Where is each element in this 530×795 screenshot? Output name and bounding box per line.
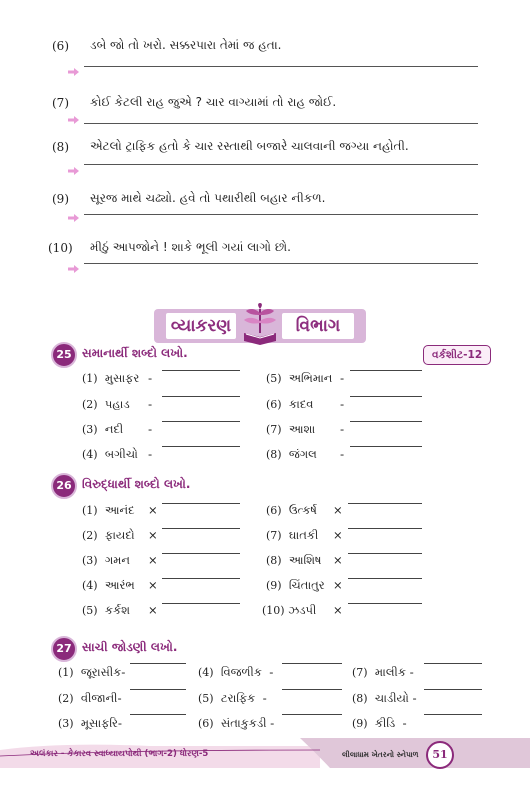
answer-blank[interactable] bbox=[424, 714, 482, 715]
dash: - bbox=[340, 371, 345, 385]
answer-blank[interactable] bbox=[130, 714, 186, 715]
answer-blank[interactable] bbox=[162, 396, 240, 397]
times-sign: × bbox=[333, 553, 343, 567]
times-sign: × bbox=[333, 503, 343, 517]
spelling-item: (7) માલીક - bbox=[352, 665, 414, 679]
sentence-text: મીઠું આપજોને ! શાકે ભૂલી ગયાં લાગો છો. bbox=[90, 240, 291, 254]
answer-line[interactable] bbox=[84, 123, 478, 124]
antonym-item: (4) આરંભ bbox=[82, 578, 135, 592]
arrow-icon bbox=[68, 214, 79, 222]
section-26-title: વિરુદ્ધાર્થી શબ્દો લખો. bbox=[82, 477, 191, 491]
section-27-badge: 27 bbox=[51, 636, 77, 662]
synonym-item: (3) નદી bbox=[82, 422, 124, 436]
answer-blank[interactable] bbox=[348, 578, 422, 579]
times-sign: × bbox=[333, 528, 343, 542]
dash: - bbox=[148, 422, 153, 436]
dash: - bbox=[148, 397, 153, 411]
times-sign: × bbox=[333, 578, 343, 592]
dash: - bbox=[148, 447, 153, 461]
answer-blank[interactable] bbox=[162, 603, 240, 604]
spelling-item: (1) જૂરાસીક- bbox=[58, 665, 126, 679]
dash: - bbox=[340, 422, 345, 436]
page-number: 51 bbox=[426, 741, 454, 769]
spelling-item: (9) કીડિ - bbox=[352, 716, 407, 730]
antonym-item: (7) ઘાતકી bbox=[266, 528, 319, 542]
answer-blank[interactable] bbox=[282, 714, 342, 715]
answer-line[interactable] bbox=[84, 164, 478, 165]
answer-blank[interactable] bbox=[348, 503, 422, 504]
synonym-item: (6) કાદવ bbox=[266, 397, 314, 411]
times-sign: × bbox=[333, 603, 343, 617]
footer-publisher: લીલાધામ ખેતરનો સ્નેપાળ bbox=[342, 750, 419, 759]
answer-blank[interactable] bbox=[162, 370, 240, 371]
answer-blank[interactable] bbox=[130, 689, 186, 690]
synonym-item: (2) પહાડ bbox=[82, 397, 130, 411]
banner-right-label: વિભાગ bbox=[282, 313, 354, 339]
section-25-title: સમાનાર્થી શબ્દો લખો. bbox=[82, 346, 188, 360]
answer-blank[interactable] bbox=[162, 421, 240, 422]
answer-blank[interactable] bbox=[424, 689, 482, 690]
answer-line[interactable] bbox=[84, 214, 478, 215]
section-26-badge: 26 bbox=[51, 473, 77, 499]
sentence-number: (9) bbox=[52, 192, 69, 206]
answer-blank[interactable] bbox=[348, 528, 422, 529]
times-sign: × bbox=[148, 578, 158, 592]
antonym-item: (1) આનંદ bbox=[82, 503, 135, 517]
answer-blank[interactable] bbox=[282, 663, 342, 664]
sentence-text: એટલો ટ્રાફિક હતો કે ચાર રસ્તાથી બજારે ચાલવાની જગ્યા નહોતી. bbox=[90, 139, 409, 153]
antonym-item: (3) ગમન bbox=[82, 553, 130, 567]
answer-line[interactable] bbox=[84, 66, 478, 67]
section-27-title: સાચી જોડણી લખો. bbox=[82, 640, 178, 654]
section-25-badge: 25 bbox=[51, 342, 77, 368]
spelling-item: (5) ટરાફિક - bbox=[198, 691, 267, 705]
spelling-item: (6) સંતાકુકડી - bbox=[198, 716, 275, 730]
antonym-item: (5) કર્કશ bbox=[82, 603, 131, 617]
antonym-item: (10) ઝડપી bbox=[262, 603, 317, 617]
answer-blank[interactable] bbox=[162, 528, 240, 529]
times-sign: × bbox=[148, 528, 158, 542]
answer-blank[interactable] bbox=[424, 663, 482, 664]
book-plant-icon bbox=[240, 303, 280, 347]
answer-blank[interactable] bbox=[350, 396, 422, 397]
times-sign: × bbox=[148, 603, 158, 617]
synonym-item: (5) અભિમાન bbox=[266, 371, 333, 385]
answer-line[interactable] bbox=[84, 263, 478, 264]
spelling-item: (8) ચાડીયો - bbox=[352, 691, 417, 705]
times-sign: × bbox=[148, 503, 158, 517]
banner-left-label: વ્યાકરણ bbox=[166, 313, 236, 339]
answer-blank[interactable] bbox=[162, 503, 240, 504]
sentence-number: (8) bbox=[52, 140, 69, 154]
arrow-icon bbox=[68, 116, 79, 124]
answer-blank[interactable] bbox=[348, 553, 422, 554]
dash: - bbox=[340, 397, 345, 411]
sentence-number: (7) bbox=[52, 96, 69, 110]
dash: - bbox=[340, 447, 345, 461]
antonym-item: (6) ઉત્કર્ષ bbox=[266, 503, 317, 517]
spelling-item: (3) મૂસાફરિ- bbox=[58, 716, 123, 730]
sentence-text: ડબે જો તો ખરો. સક્કરપારા તેમાં જ હતા. bbox=[90, 38, 282, 52]
antonym-item: (2) ફાયદો bbox=[82, 528, 135, 542]
synonym-item: (4) બગીચો bbox=[82, 447, 138, 461]
arrow-icon bbox=[68, 265, 79, 273]
answer-blank[interactable] bbox=[162, 578, 240, 579]
section-banner bbox=[154, 309, 366, 343]
answer-blank[interactable] bbox=[350, 421, 422, 422]
sentence-number: (6) bbox=[52, 39, 69, 53]
answer-blank[interactable] bbox=[130, 663, 186, 664]
sentence-text: સૂરજ માથે ચઢ્યો. હવે તો પથારીથી બહાર નીકળ. bbox=[90, 191, 326, 205]
antonym-item: (8) આશિષ bbox=[266, 553, 322, 567]
synonym-item: (8) જંગલ bbox=[266, 447, 317, 461]
sentence-text: કોઈ કેટલી રાહ જુએ ? ચાર વાગ્યામાં તો રાહ જોઈ. bbox=[90, 95, 337, 109]
synonym-item: (7) આશા bbox=[266, 422, 316, 436]
spelling-item: (2) વીજાની- bbox=[58, 691, 122, 705]
answer-blank[interactable] bbox=[350, 370, 422, 371]
spelling-item: (4) વિજળીક - bbox=[198, 665, 274, 679]
antonym-item: (9) ચિંતાતુર bbox=[266, 578, 325, 592]
arrow-icon bbox=[68, 167, 79, 175]
times-sign: × bbox=[148, 553, 158, 567]
sentence-number: (10) bbox=[48, 241, 73, 255]
answer-blank[interactable] bbox=[162, 446, 240, 447]
dash: - bbox=[148, 371, 153, 385]
answer-blank[interactable] bbox=[162, 553, 240, 554]
answer-blank[interactable] bbox=[282, 689, 342, 690]
worksheet-tag: વર્કશીટ-12 bbox=[423, 345, 491, 365]
arrow-icon bbox=[68, 68, 79, 76]
footer-book-title: અલંકાર - કેકારવ સ્વાધ્યાયપોથી (ભાગ-2) ધોરણ-5 bbox=[30, 749, 209, 759]
synonym-item: (1) મુસાફર bbox=[82, 371, 140, 385]
answer-blank[interactable] bbox=[350, 446, 422, 447]
answer-blank[interactable] bbox=[348, 603, 422, 604]
